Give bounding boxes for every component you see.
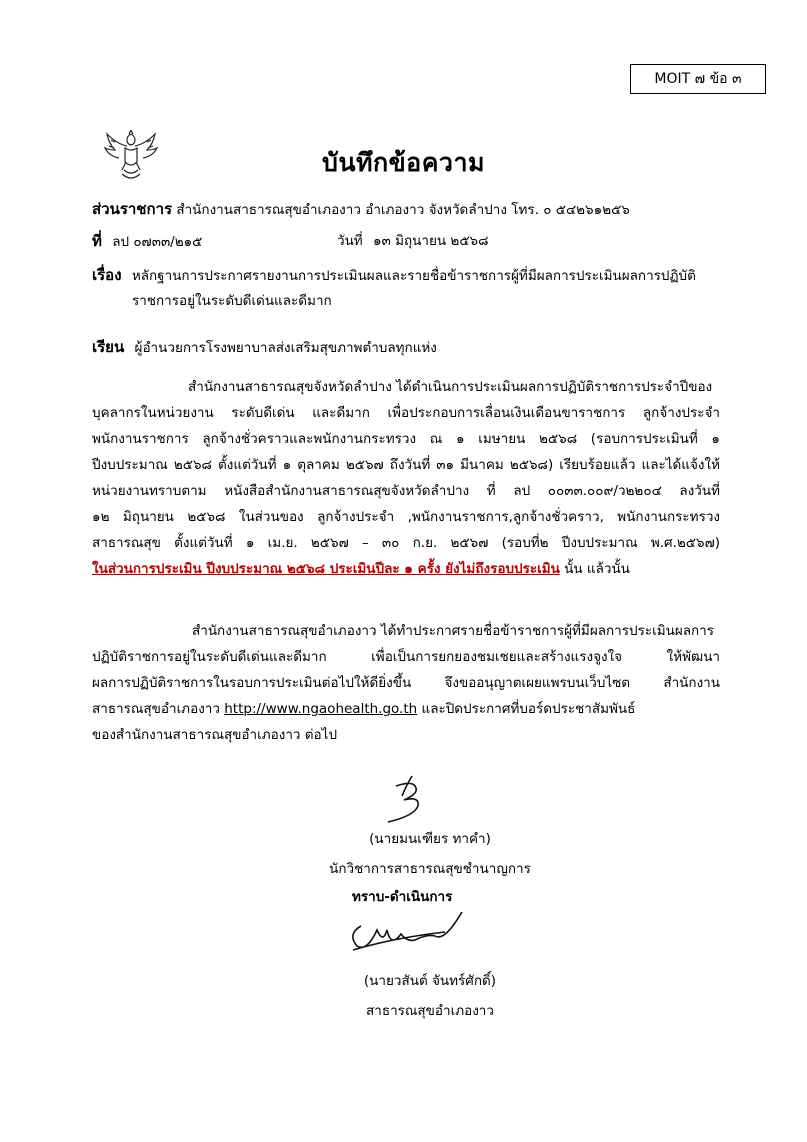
para1-line2: บุคลากรในหน่วยงาน ระดับดีเด่น และดีมาก เพื่อประกอบการเลื่อนเงินเดือนขาราชการ ลูกจ้างประจำ (92, 405, 720, 421)
signer1-position: นักวิชาการสาธารณสุขชำนาญการ (329, 861, 531, 877)
para1-line4: ปีงบประมาณ ๒๕๖๘ ตั้งแต่วันที่ ๑ ตุลาคม ๒๕๖๗ ถึงวันที่ ๓๑ มีนาคม ๒๕๖๘) เรียบร้อยแล้ว และได้แจ้งให้ (92, 457, 720, 473)
ref-label: ที่ (92, 232, 102, 250)
to-line (92, 334, 437, 361)
para1-line3: พนักงานราชการ ลูกจ้างชั่วคราวและพนักงานกระทรวง ณ ๑ เมษายน ๒๕๖๘ (รอบการประเมินที่ ๑ (92, 431, 720, 447)
agency-value: สำนักงานสาธารณสุขอำเภองาว อำเภองาว จังหวัดลำปาง โทร. ๐ ๕๔๒๖๑๒๕๖ (176, 202, 630, 218)
para1-line6: ๑๒ มิถุนายน ๒๕๖๘ ในส่วนของ ลูกจ้างประจำ ,พนักงานราชการ,ลูกจ้างชั่วคราว, พนักงานกระทรวง (92, 509, 720, 525)
date-line (337, 228, 489, 254)
agency-line (92, 196, 630, 223)
subject-text-2: ราชการอยู่ในระดับดีเด่นและดีมาก (132, 293, 332, 309)
evaluation-notice: ในส่วนการประเมิน ปีงบประมาณ ๒๕๖๘ ประเมินปีละ ๑ ครั้ง ยังไม่ถึงรอบประเมิน (92, 561, 560, 577)
para2-line2: ปฏิบัติราชการอยู่ในระดับดีเด่นและดีมาก เพื่อเป็นการยกยองชมเชยและสร้างแรงจูงใจ ให้พัฒนา (92, 649, 720, 665)
agency-label: ส่วนราชการ (92, 200, 173, 218)
ref-line (92, 228, 202, 255)
signer1-name: (นายมนเฑียร ทาคำ) (369, 831, 491, 847)
to-label: เรียน (92, 338, 125, 356)
para2-line4 (92, 696, 635, 722)
para2-line3: ผลการปฏิบัติราชการในรอบการประเมินต่อไปให้ดียิ่งขึ้น จึงขออนุญาตเผยแพรบนเว็บไซต สำนักงาน (92, 675, 720, 691)
subject-label: เรื่อง (92, 266, 122, 284)
para2-line4-pre: สาธารณสุขอำเภองาว (92, 701, 225, 717)
approval-text: ทราบ-ดำเนินการ (352, 889, 453, 905)
document-code-box (630, 64, 766, 94)
page-title: บันทึกข้อความ (322, 148, 485, 177)
signature-1-icon (372, 772, 442, 824)
para1-line1: สำนักงานสาธารณสุขจังหวัดลำปาง ได้ดำเนินการประเมินผลการปฏิบัติราชการประจำปีของ (188, 379, 713, 395)
signer2-name: (นายวสันต์ จันทร์ศักดิ์) (363, 973, 497, 989)
date-label: วันที่ (337, 233, 363, 249)
para1-line8-rest: นั้น แล้วนั้น (559, 561, 630, 577)
para1-line8 (92, 556, 630, 582)
subject-line (92, 262, 696, 289)
para1-line7: สาธารณสุข ตั้งแต่วันที่ ๑ เม.ย. ๒๕๖๗ – ๓๐ ก.ย. ๒๕๖๗ (รอบที่๒ ปีงบประมาณ พ.ศ.๒๕๖๗) (92, 535, 720, 551)
website-link[interactable]: http://www.ngaohealth.go.th (224, 701, 418, 717)
signature-2-icon (345, 912, 490, 958)
signer2-position: สาธารณสุขอำเภองาว (366, 1003, 494, 1019)
para2-line4-post: และปิดประกาศที่บอร์ดประชาสัมพันธ์ (417, 701, 636, 717)
para2-line1: สำนักงานสาธารณสุขอำเภองาว ได้ทำประกาศรายชื่อข้าราชการผู้ที่มีผลการประเมินผลการ (192, 623, 715, 639)
subject-text-1: หลักฐานการประกาศรายงานการประเมินผลและรายชื่อข้าราชการผู้ที่มีผลการประเมินผลการปฏิบัติ (131, 268, 696, 284)
date-value: ๑๓ มิถุนายน ๒๕๖๘ (373, 233, 489, 249)
para1-line5: หน่วยงานทราบตาม หนังสือสำนักงานสาธารณสุขจังหวัดลำปาง ที่ ลป ๐๐๓๓.๐๐๙/ว๒๒๐๔ ลงวันที่ (92, 483, 720, 499)
para2-line5: ของสำนักงานสาธารณสุขอำเภองาว ต่อไป (92, 727, 338, 743)
ref-value: ลป ๐๗๓๓/๒๑๕ (112, 234, 203, 250)
to-value: ผู้อำนวยการโรงพยาบาลส่งเสริมสุขภาพตำบลทุกแห่ง (134, 340, 437, 356)
document-code: MOIT ๗ ข้อ ๓ (654, 71, 742, 87)
